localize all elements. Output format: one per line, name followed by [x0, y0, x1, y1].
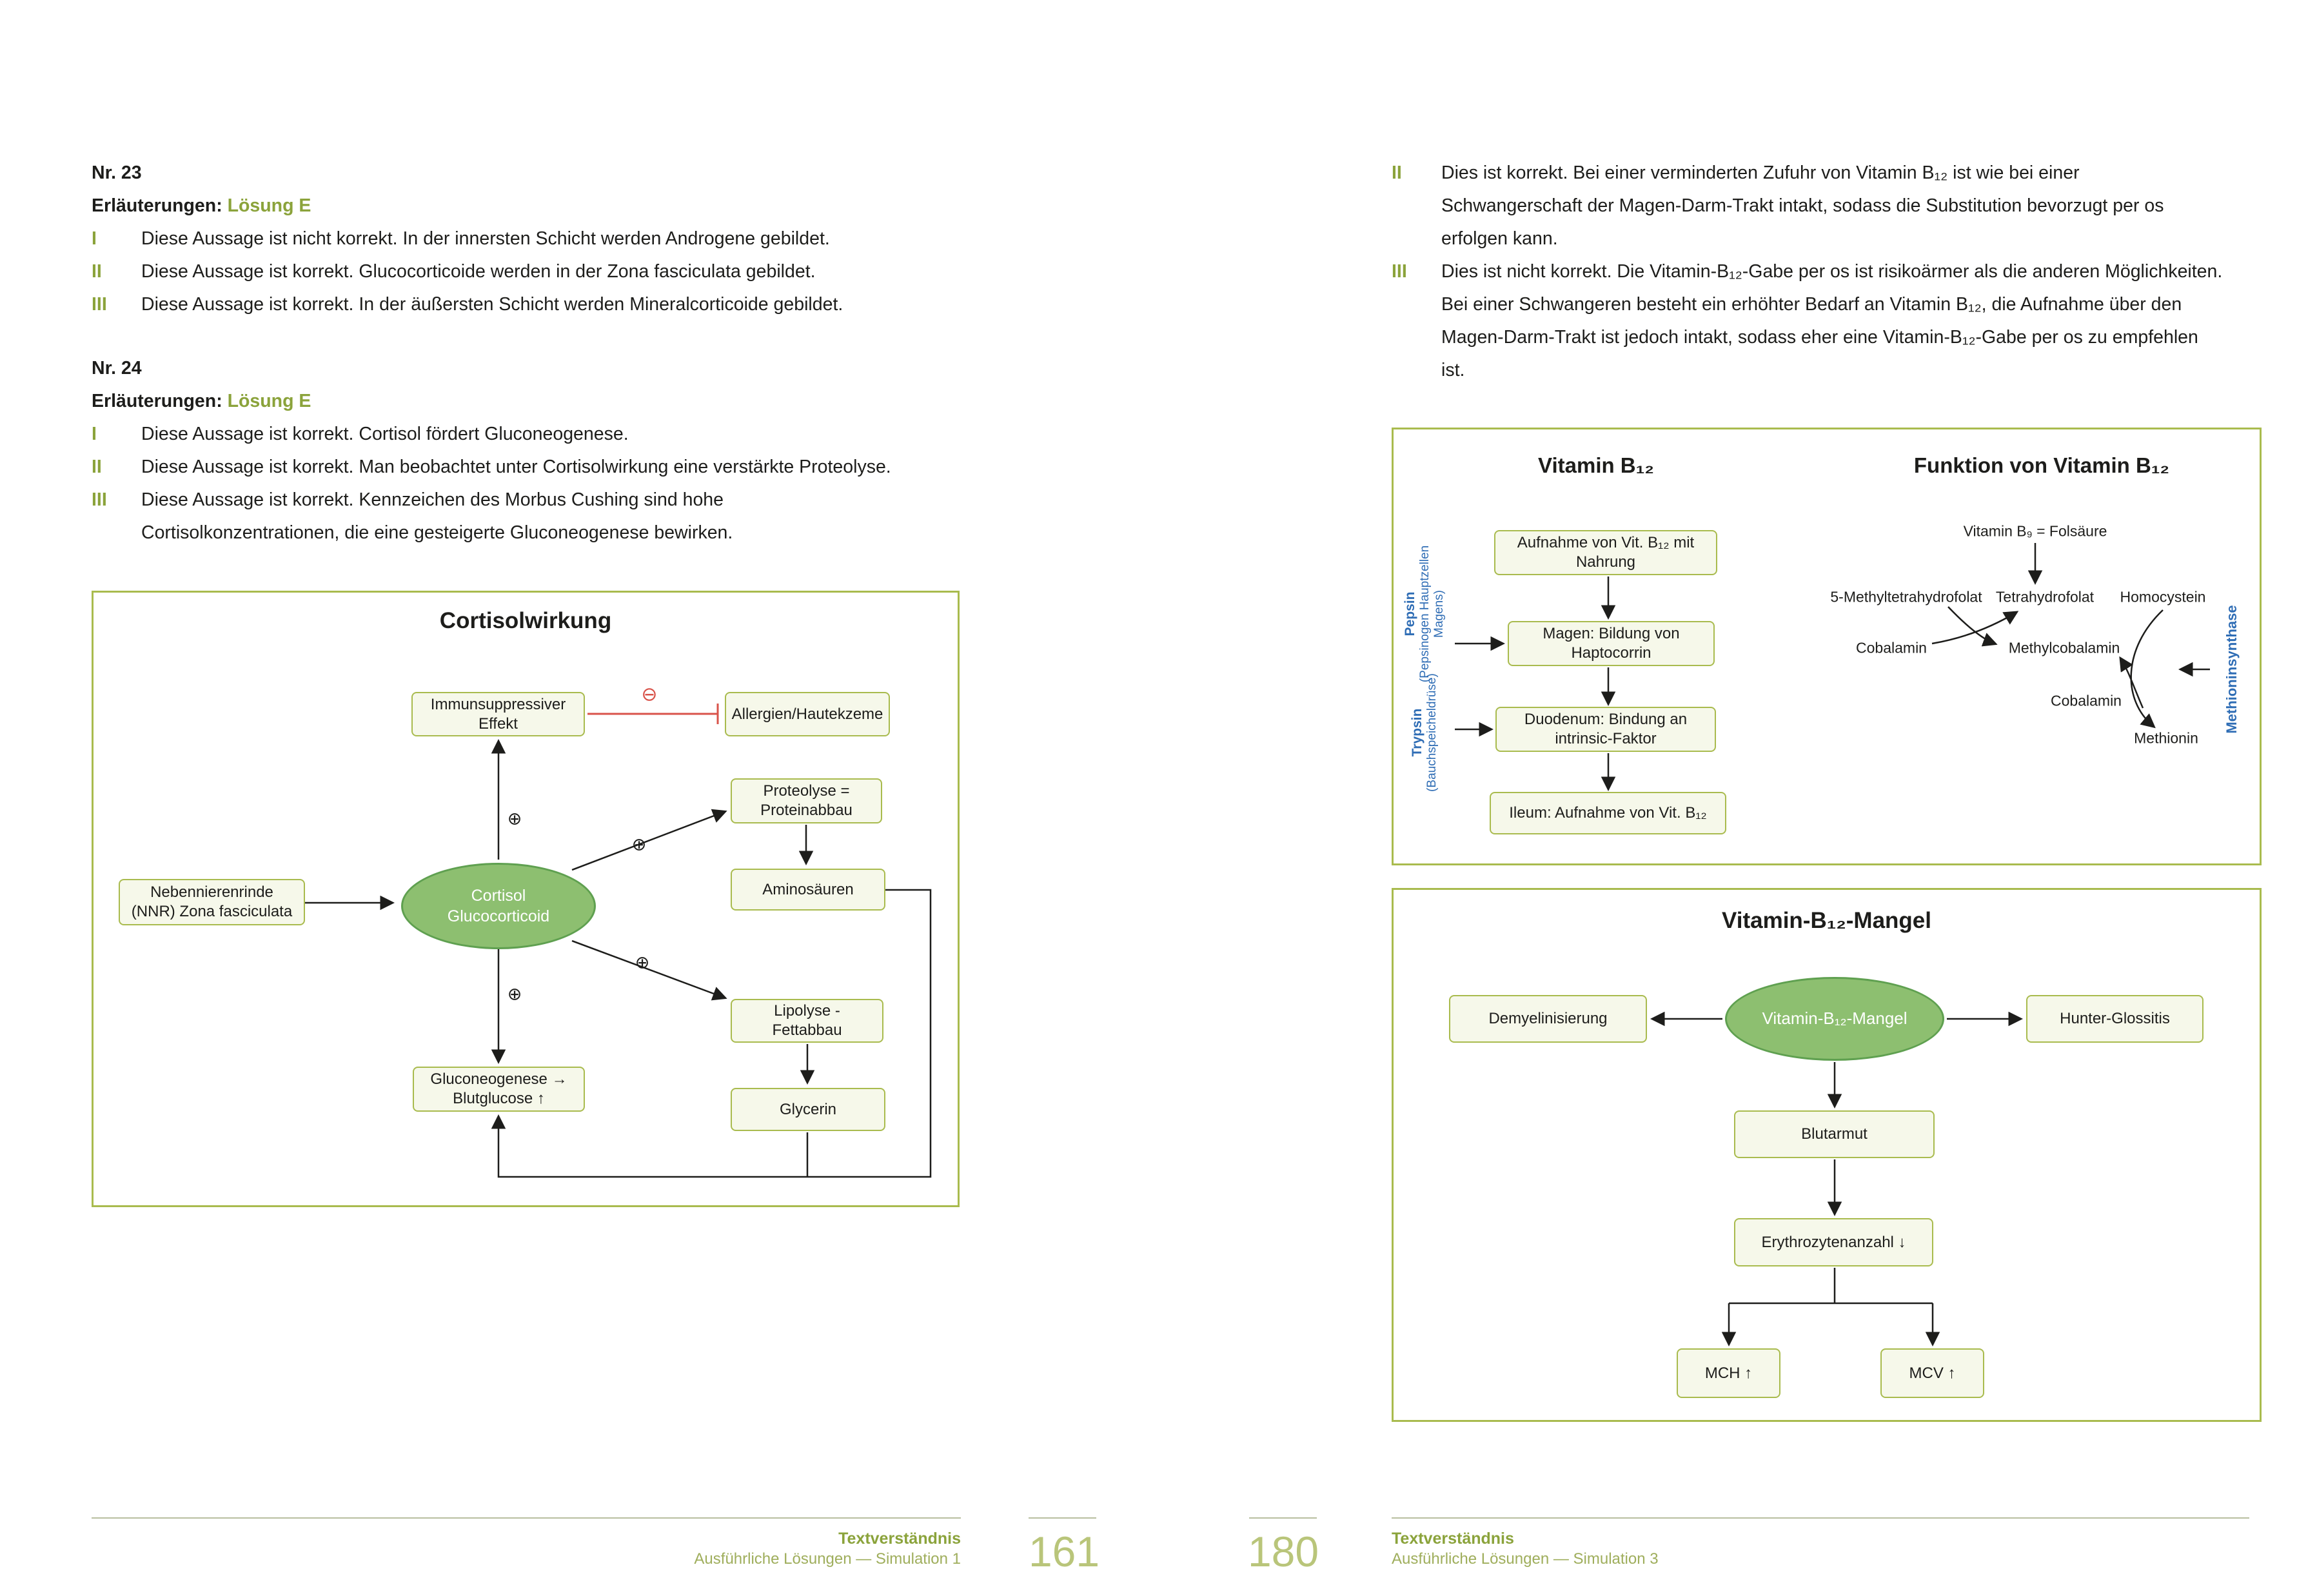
- list-item: [92, 255, 949, 288]
- item-text: Diese Aussage ist korrekt. In der äußersten Schicht werden Mineralcorticoide gebildet.: [141, 294, 843, 315]
- solution-value: Lösung E: [227, 391, 311, 411]
- footer-rule-left: [92, 1517, 961, 1519]
- node-allergien-hautekzeme: Allergien/Hautekzeme: [725, 692, 890, 736]
- node-aminosaeuren: Aminosäuren: [731, 869, 885, 911]
- node-cortisol-glucocorticoid: Cortisol Glucocorticoid: [401, 863, 596, 949]
- trypsin-detail: (Bauchspeicheldrüse): [1425, 673, 1439, 792]
- list-item: [92, 288, 949, 321]
- footer-section-right: Textverständnis: [1392, 1530, 1514, 1548]
- label-tetrahydrofolat: Tetrahydrofolat: [1995, 588, 2095, 606]
- list-item: [92, 418, 949, 451]
- page-number-left: 161: [1028, 1528, 1100, 1575]
- step-ileum-aufnahme: Ileum: Aufnahme von Vit. B₁₂: [1490, 792, 1726, 834]
- solution-value: Lösung E: [227, 195, 311, 216]
- page-number-rule-left: [1029, 1517, 1096, 1519]
- solution-label: Erläuterungen:: [92, 195, 222, 216]
- question-23-block: [92, 157, 949, 321]
- trypsin-label: [1395, 668, 1454, 797]
- item-text: Dies ist nicht korrekt. Die Vitamin-B₁₂-Gabe per os ist risikoärmer als die anderen Möglichkeiten. Bei einer Schwangeren besteht ein erhöhter Bedarf an Vitamin B₁₂, die Aufnahme über den Magen-Darm-Trakt ist jedoch intakt, sodass eher eine Vitamin-B₁₂-Gabe per os zu empfehlen ist.: [1441, 261, 2223, 380]
- item-numeral: II: [92, 261, 102, 282]
- label-methyltetrahydrofolat: 5-Methyltetrahydrofolat: [1830, 588, 1982, 606]
- solution-line: [92, 385, 949, 418]
- list-item: [92, 484, 949, 549]
- label-folsaeure: Vitamin B₉ = Folsäure: [1963, 522, 2107, 540]
- plus-circle-icon: ⊕: [631, 834, 647, 854]
- page-number-rule-right: [1249, 1517, 1317, 1519]
- item-text: Diese Aussage ist korrekt. Kennzeichen des Morbus Cushing sind hohe Cortisolkonzentrationen, die eine gesteigerte Gluconeogenese bewirken.: [141, 489, 733, 543]
- mangel-title: Vitamin-B₁₂-Mangel: [1722, 908, 1931, 933]
- footer-rule-right: [1392, 1517, 2249, 1519]
- step-aufnahme-nahrung: Aufnahme von Vit. B₁₂ mit Nahrung: [1494, 530, 1717, 575]
- node-gluconeogenese: Gluconeogenese → Blutglucose ↑: [413, 1067, 585, 1112]
- question-number: Nr. 24: [92, 358, 142, 379]
- step-magen-haptocorrin: Magen: Bildung von Haptocorrin: [1508, 621, 1715, 666]
- methioninsynthase-label: Methioninsynthase: [2223, 605, 2240, 734]
- node-mcv: MCV ↑: [1880, 1348, 1984, 1398]
- item-numeral: II: [1392, 163, 1402, 183]
- footer-subsection-right: Ausführliche Lösungen — Simulation 3: [1392, 1550, 1659, 1568]
- item-text: Diese Aussage ist korrekt. Glucocorticoide werden in der Zona fasciculata gebildet.: [141, 261, 816, 282]
- node-proteolyse: Proteolyse = Proteinabbau: [731, 778, 882, 823]
- item-numeral: III: [92, 294, 107, 315]
- question-24-block: [92, 352, 949, 549]
- node-blutarmut: Blutarmut: [1734, 1110, 1935, 1158]
- question-number: Nr. 23: [92, 163, 142, 183]
- right-answer-block: [1392, 157, 2249, 387]
- label-cobalamin-lower: Cobalamin: [2051, 692, 2122, 709]
- label-methylcobalamin: Methylcobalamin: [2008, 639, 2120, 656]
- page-number-right: 180: [1247, 1528, 1319, 1575]
- item-text: Diese Aussage ist nicht korrekt. In der innersten Schicht werden Androgene gebildet.: [141, 228, 830, 249]
- diagram-title: Cortisolwirkung: [439, 608, 612, 633]
- cortisol-diagram: [92, 591, 960, 1207]
- label-homocystein: Homocystein: [2120, 588, 2206, 606]
- node-hunter-glossitis: Hunter-Glossitis: [2026, 995, 2204, 1043]
- item-text: Diese Aussage ist korrekt. Cortisol fördert Gluconeogenese.: [141, 424, 629, 444]
- list-item: [92, 451, 949, 484]
- footer-section-left: Textverständnis: [838, 1530, 961, 1548]
- solution-line: [92, 190, 949, 222]
- node-b12-mangel: Vitamin-B₁₂-Mangel: [1725, 977, 1944, 1061]
- node-immunsuppressiver-effekt: Immunsuppressiver Effekt: [411, 692, 585, 736]
- b12-mangel-diagram: [1392, 888, 2262, 1422]
- item-numeral: II: [92, 457, 102, 477]
- b12-left-title: Vitamin B₁₂: [1538, 453, 1654, 477]
- minus-circle-icon: ⊖: [641, 684, 658, 705]
- node-nebennierenrinde: Nebennierenrinde (NNR) Zona fasciculata: [119, 879, 305, 925]
- solution-label: Erläuterungen:: [92, 391, 222, 411]
- list-item: [92, 222, 949, 255]
- trypsin-name: Trypsin: [1410, 708, 1425, 757]
- list-item: [1392, 157, 2249, 255]
- item-text: Dies ist korrekt. Bei einer verminderten Zufuhr von Vitamin B₁₂ ist wie bei einer Schwangerschaft der Magen-Darm-Trakt intakt, sodass die Substitution bevorzugt per os erfolgen kann.: [1441, 163, 2164, 249]
- plus-circle-icon: ⊕: [507, 809, 522, 829]
- pepsin-detail: (Pepsinogen Hauptzellen Magens): [1418, 545, 1446, 683]
- vitamin-b12-diagram: [1392, 428, 2262, 865]
- plus-circle-icon: ⊕: [635, 952, 650, 972]
- item-numeral: I: [92, 228, 97, 249]
- label-methionin: Methionin: [2134, 729, 2198, 747]
- node-erythrozytenanzahl: Erythrozytenanzahl ↓: [1734, 1218, 1933, 1266]
- footer-subsection-left: Ausführliche Lösungen — Simulation 1: [694, 1550, 961, 1568]
- item-numeral: III: [92, 489, 107, 510]
- item-text: Diese Aussage ist korrekt. Man beobachtet unter Cortisolwirkung eine verstärkte Proteolyse.: [141, 457, 891, 477]
- node-mch: MCH ↑: [1677, 1348, 1780, 1398]
- b12-right-title: Funktion von Vitamin B₁₂: [1913, 453, 2170, 477]
- step-duodenum-intrinsic: Duodenum: Bindung an intrinsic-Faktor: [1495, 707, 1716, 752]
- node-glycerin: Glycerin: [731, 1088, 885, 1131]
- item-numeral: I: [92, 424, 97, 444]
- node-demyelinisierung: Demyelinisierung: [1449, 995, 1647, 1043]
- list-item: [1392, 255, 2249, 387]
- plus-circle-icon: ⊕: [507, 984, 522, 1004]
- pepsin-name: Pepsin: [1403, 591, 1418, 636]
- item-numeral: III: [1392, 261, 1407, 282]
- node-lipolyse: Lipolyse - Fettabbau: [731, 999, 883, 1043]
- label-cobalamin-upper: Cobalamin: [1856, 639, 1927, 656]
